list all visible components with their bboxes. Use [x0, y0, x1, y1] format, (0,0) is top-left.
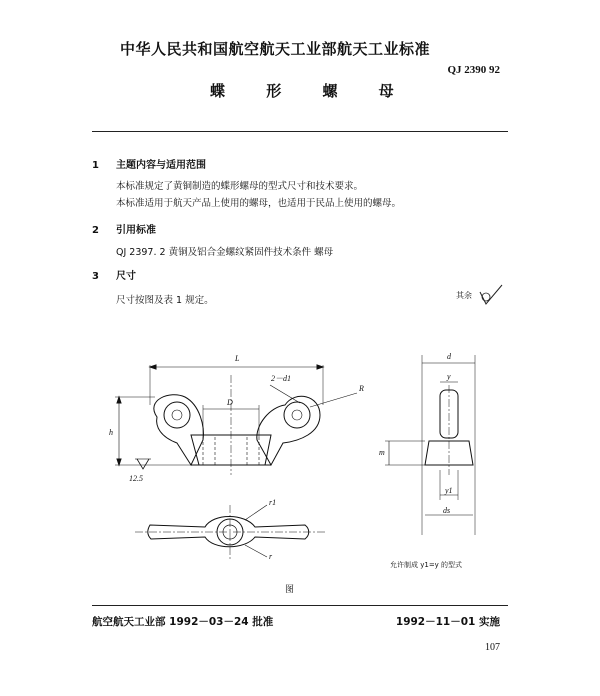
- section-number: 3: [92, 271, 99, 282]
- label-roughness-value: 12.5: [129, 474, 143, 483]
- section-2-paragraph-1: QJ 2397. 2 黄铜及铝合金螺纹紧固件技术条件 螺母: [116, 247, 334, 258]
- section-number: 2: [92, 225, 99, 236]
- section-number: 1: [92, 160, 99, 171]
- label-ds: ds: [443, 506, 451, 515]
- section-1-paragraph-1: 本标准规定了黄铜制造的蝶形螺母的型式尺寸和技术要求。: [116, 181, 364, 192]
- label-L: L: [235, 354, 240, 363]
- section-title: 引用标准: [116, 225, 156, 236]
- roughness-note: [456, 290, 472, 301]
- label-h: h: [109, 428, 113, 437]
- section-3-heading: [92, 267, 136, 282]
- label-D: D: [227, 398, 233, 407]
- page-number: 107: [485, 642, 500, 653]
- section-1-paragraph-2: 本标准适用于航天产品上使用的螺母，也适用于民品上使用的螺母。: [116, 198, 402, 209]
- label-d: d: [447, 352, 451, 361]
- figure-caption: 图: [285, 585, 295, 595]
- section-1-heading: [92, 156, 206, 171]
- issuing-organization: 中华人民共和国航空航天工业部航天工业标准: [120, 40, 431, 58]
- header-rule: [92, 131, 508, 132]
- label-R: R: [359, 384, 364, 393]
- label-m: m: [379, 448, 385, 457]
- document-title: 蝶 形 螺 母: [210, 82, 412, 100]
- wing-nut-side-view: [385, 355, 475, 535]
- roughness-label: 其余: [456, 291, 472, 300]
- section-title: 主题内容与适用范围: [116, 160, 206, 171]
- label-r1: r1: [269, 498, 277, 507]
- technical-drawing: [95, 345, 515, 575]
- section-3-paragraph-1: 尺寸按图及表 1 规定。: [116, 295, 214, 306]
- wing-nut-top-view: [135, 505, 325, 560]
- label-r: r: [269, 552, 273, 561]
- roughness-symbol-icon: [478, 284, 508, 306]
- effective-date: 1992－11－01 实施: [395, 616, 500, 628]
- section-title: 尺寸: [116, 271, 136, 282]
- label-y: y: [447, 372, 451, 381]
- approval-date: 航空航天工业部 1992－03－24 批准: [92, 616, 274, 628]
- section-2-heading: [92, 221, 156, 236]
- standard-number: QJ 2390 92: [447, 64, 500, 76]
- wing-nut-front-view: [115, 365, 357, 475]
- label-2-d1: 2－d1: [271, 374, 291, 383]
- drawing-note: 允许制成 y1=y 的型式: [390, 561, 463, 569]
- footer-rule: [92, 605, 508, 606]
- label-y1: y1: [445, 486, 453, 495]
